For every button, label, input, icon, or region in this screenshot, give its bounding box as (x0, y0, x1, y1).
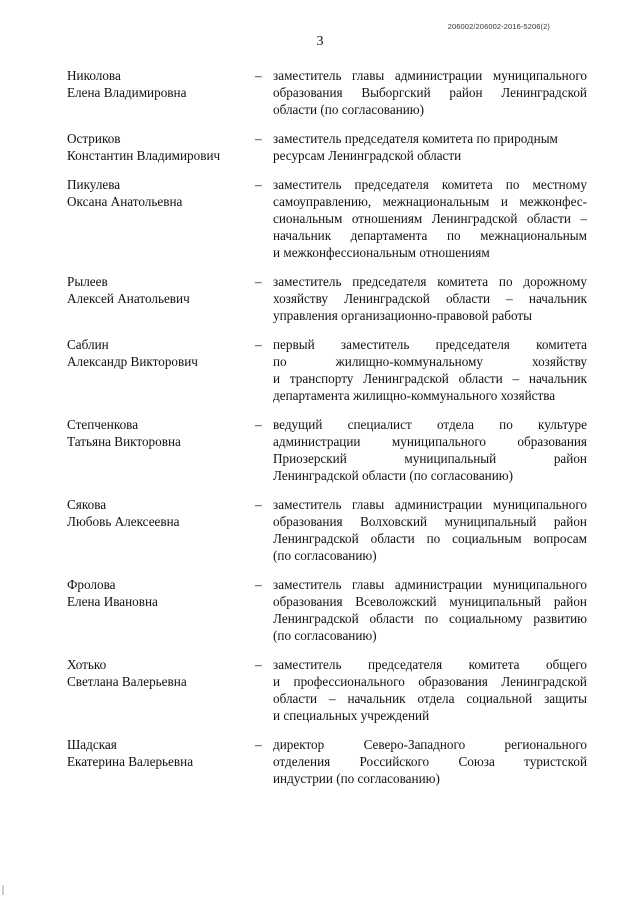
position-line: заместитель председателя комитета общего (273, 657, 587, 672)
position-line: ресурсам Ленинградской области (273, 148, 462, 163)
member-position (273, 736, 587, 787)
position-line: образования Выборгский район Ленинградской (273, 85, 587, 100)
position-line: Ленинградской области (по согласованию) (273, 468, 514, 483)
position-line: индустрии (по согласованию) (273, 771, 440, 786)
member-entry (67, 496, 587, 564)
entry-dash: – (255, 68, 262, 83)
position-line: (по согласованию) (273, 548, 377, 563)
scan-edge-mark (2, 885, 4, 895)
member-position (273, 130, 587, 164)
position-line: отделения Российского Союза туристской (273, 754, 587, 769)
member-name (67, 67, 255, 118)
member-name (67, 336, 255, 404)
member-surname: Фролова (67, 577, 116, 592)
member-name (67, 496, 255, 564)
member-name (67, 176, 255, 261)
position-line: и специальных учреждений (273, 708, 430, 723)
position-line: управления организационно-правовой работы (273, 308, 533, 323)
member-entry (67, 336, 587, 404)
position-line: Приозерский муниципальный район (273, 451, 587, 466)
member-given-names: Оксана Анатольевна (67, 194, 183, 209)
member-given-names: Любовь Алексеевна (67, 514, 180, 529)
position-line: заместитель главы администрации муниципального (273, 497, 587, 512)
position-line: и межконфессиональным отношениям (273, 245, 490, 260)
position-line: и профессионального образования Ленинградской (273, 674, 587, 689)
position-line: и транспорту Ленинградской области – начальник (273, 371, 587, 386)
position-line: заместитель главы администрации муниципального (273, 577, 587, 592)
member-surname: Сякова (67, 497, 107, 512)
position-line: области – начальник отдела социальной защиты (273, 691, 587, 706)
member-given-names: Константин Владимирович (67, 148, 221, 163)
member-given-names: Алексей Анатольевич (67, 291, 190, 306)
members-list (67, 67, 587, 787)
page-number: 3 (316, 34, 324, 49)
position-line: заместитель председателя комитета по природным (273, 131, 558, 146)
member-name (67, 656, 255, 724)
member-entry (67, 576, 587, 644)
position-line: заместитель председателя комитета по дорожному (273, 274, 587, 289)
member-entry (67, 130, 587, 164)
member-position (273, 273, 587, 324)
member-entry (67, 656, 587, 724)
position-line: администрации муниципального образования (273, 434, 587, 449)
position-line: начальник департамента по межнациональным (273, 228, 587, 243)
member-entry (67, 67, 587, 118)
member-surname: Остриков (67, 131, 121, 146)
entry-dash: – (255, 737, 262, 752)
member-entry (67, 273, 587, 324)
position-line: сиональным отношениям Ленинградской области – (273, 211, 587, 226)
member-position (273, 416, 587, 484)
entry-dash: – (255, 577, 262, 592)
entry-dash: – (255, 417, 262, 432)
position-line: образования Волховский муниципальный район (273, 514, 587, 529)
member-surname: Рылеев (67, 274, 108, 289)
member-surname: Николова (67, 68, 121, 83)
position-line: первый заместитель председателя комитета (273, 337, 587, 352)
member-given-names: Александр Викторович (67, 354, 198, 369)
member-given-names: Светлана Валерьевна (67, 674, 187, 689)
member-entry (67, 736, 587, 787)
member-entry (67, 176, 587, 261)
member-surname: Шадская (67, 737, 117, 752)
member-position (273, 67, 587, 118)
entry-dash: – (255, 177, 262, 192)
member-given-names: Татьяна Викторовна (67, 434, 181, 449)
position-line: образования Всеволожский муниципальный район (273, 594, 587, 609)
position-line: Ленинградской области по социальным вопросам (273, 531, 587, 546)
document-registration-code: 206002/206002-2016-5206(2) (447, 22, 550, 31)
position-line: Ленинградской области по социальному развитию (273, 611, 587, 626)
member-given-names: Елена Ивановна (67, 594, 158, 609)
entry-dash: – (255, 497, 262, 512)
member-entry (67, 416, 587, 484)
member-position (273, 576, 587, 644)
position-line: (по согласованию) (273, 628, 377, 643)
member-position (273, 336, 587, 404)
member-name (67, 130, 255, 164)
position-line: области (по согласованию) (273, 102, 425, 117)
position-line: департамента жилищно-коммунального хозяйства (273, 388, 556, 403)
member-position (273, 496, 587, 564)
member-name (67, 416, 255, 484)
position-line: самоуправлению, межнациональным и межконфес- (273, 194, 587, 209)
member-surname: Пикулева (67, 177, 121, 192)
member-name (67, 576, 255, 644)
position-line: заместитель главы администрации муниципального (273, 68, 587, 83)
position-line: по жилищно-коммунальному хозяйству (273, 354, 587, 369)
entry-dash: – (255, 131, 262, 146)
position-line: заместитель председателя комитета по местному (273, 177, 587, 192)
entry-dash: – (255, 657, 262, 672)
member-position (273, 656, 587, 724)
position-line: ведущий специалист отдела по культуре (273, 417, 587, 432)
position-line: директор Северо-Западного регионального (273, 737, 587, 752)
member-position (273, 176, 587, 261)
position-line: хозяйству Ленинградской области – начальник (273, 291, 587, 306)
member-surname: Саблин (67, 337, 109, 352)
member-surname: Хотько (67, 657, 107, 672)
member-name (67, 273, 255, 324)
member-given-names: Елена Владимировна (67, 85, 187, 100)
member-given-names: Екатерина Валерьевна (67, 754, 194, 769)
member-name (67, 736, 255, 787)
member-surname: Степченкова (67, 417, 139, 432)
entry-dash: – (255, 337, 262, 352)
entry-dash: – (255, 274, 262, 289)
